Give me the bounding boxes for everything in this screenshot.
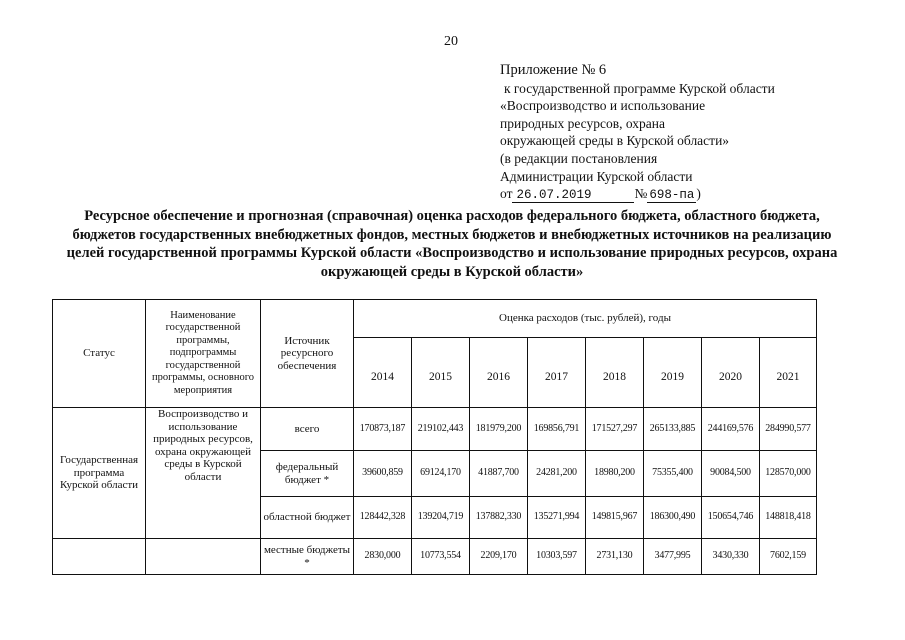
appendix-line: (в редакции постановления bbox=[500, 150, 658, 166]
value-cell: 148818,418 bbox=[760, 497, 817, 539]
source-cell: всего bbox=[261, 408, 354, 451]
value-cell: 139204,719 bbox=[412, 497, 470, 539]
value-cell: 149815,967 bbox=[586, 497, 644, 539]
value-cell: 219102,443 bbox=[412, 408, 470, 451]
value-cell: 128442,328 bbox=[354, 497, 412, 539]
header-year: 2018 bbox=[586, 338, 644, 408]
header-status: Статус bbox=[53, 300, 146, 408]
value-cell: 265133,885 bbox=[644, 408, 702, 451]
value-cell: 10773,554 bbox=[412, 539, 470, 575]
document-title: Ресурсное обеспечение и прогнозная (справочная) оценка расходов федерального бюджета, областного бюджета, бюджетов государственных внебюджетных фондов, местных бюджетов и внебюджетных источников на реализацию целей государственной программы Курской области «Воспроизводство и использование природных ресурсов, охрана окружающей среды в Курской области» bbox=[66, 208, 838, 280]
value-cell: 186300,490 bbox=[644, 497, 702, 539]
value-cell: 150654,746 bbox=[702, 497, 760, 539]
value-cell: 75355,400 bbox=[644, 451, 702, 497]
value-cell: 135271,994 bbox=[528, 497, 586, 539]
appendix-line: окружающей среды в Курской области» bbox=[500, 133, 730, 149]
value-cell: 2731,130 bbox=[586, 539, 644, 575]
value-cell: 18980,200 bbox=[586, 451, 644, 497]
value-cell: 171527,297 bbox=[586, 408, 644, 451]
source-cell: местные бюджеты * bbox=[261, 539, 354, 575]
header-year: 2014 bbox=[354, 338, 412, 408]
resolution-reference bbox=[500, 185, 775, 203]
value-cell: 2209,170 bbox=[470, 539, 528, 575]
header-year: 2019 bbox=[644, 338, 702, 408]
value-cell: 169856,791 bbox=[528, 408, 586, 451]
status-cell-empty bbox=[53, 539, 146, 575]
header-estimate: Оценка расходов (тыс. рублей), годы bbox=[354, 300, 817, 338]
appendix-line: «Воспроизводство и использование bbox=[500, 98, 706, 114]
value-cell: 137882,330 bbox=[470, 497, 528, 539]
value-cell: 10303,597 bbox=[528, 539, 586, 575]
header-name: Наименование государственной программы, подпрограммы государственной программы, основного мероприятия bbox=[146, 300, 261, 408]
value-cell: 90084,500 bbox=[702, 451, 760, 497]
value-cell: 181979,200 bbox=[470, 408, 528, 451]
value-cell: 170873,187 bbox=[354, 408, 412, 451]
value-cell: 284990,577 bbox=[760, 408, 817, 451]
value-cell: 39600,859 bbox=[354, 451, 412, 497]
value-cell: 69124,170 bbox=[412, 451, 470, 497]
status-cell: Государственная программа Курской области bbox=[53, 408, 146, 539]
value-cell: 3477,995 bbox=[644, 539, 702, 575]
source-cell: федеральный бюджет * bbox=[261, 451, 354, 497]
appendix-line: к государственной программе Курской области bbox=[504, 80, 775, 96]
value-cell: 7602,159 bbox=[760, 539, 817, 575]
source-cell: областной бюджет bbox=[261, 497, 354, 539]
appendix-line: Приложение № 6 bbox=[500, 62, 607, 78]
appendix-block bbox=[500, 62, 775, 203]
from-label: от bbox=[500, 186, 513, 202]
program-name-cell: Воспроизводство и использование природных ресурсов, охрана окружающей среды в Курской области bbox=[146, 408, 261, 539]
expenses-table bbox=[52, 299, 817, 575]
page-number: 20 bbox=[444, 34, 458, 49]
appendix-line: Администрации Курской области bbox=[500, 168, 693, 184]
value-cell: 3430,330 bbox=[702, 539, 760, 575]
value-cell: 24281,200 bbox=[528, 451, 586, 497]
value-cell: 244169,576 bbox=[702, 408, 760, 451]
program-name-cell-empty bbox=[146, 539, 261, 575]
resolution-number: 698-па bbox=[649, 188, 695, 203]
header-source: Источник ресурсного обеспечения bbox=[261, 300, 354, 408]
header-year: 2015 bbox=[412, 338, 470, 408]
resolution-date: 26.07.2019 bbox=[512, 188, 634, 203]
header-year: 2017 bbox=[528, 338, 586, 408]
header-year: 2021 bbox=[760, 338, 817, 408]
appendix-line: природных ресурсов, охрана bbox=[500, 115, 665, 131]
value-cell: 2830,000 bbox=[354, 539, 412, 575]
closing-paren: ) bbox=[696, 186, 701, 202]
number-label: № bbox=[634, 186, 648, 202]
header-year: 2020 bbox=[702, 338, 760, 408]
table-row bbox=[53, 408, 817, 451]
header-year: 2016 bbox=[470, 338, 528, 408]
table-row bbox=[53, 539, 817, 575]
value-cell: 41887,700 bbox=[470, 451, 528, 497]
value-cell: 128570,000 bbox=[760, 451, 817, 497]
